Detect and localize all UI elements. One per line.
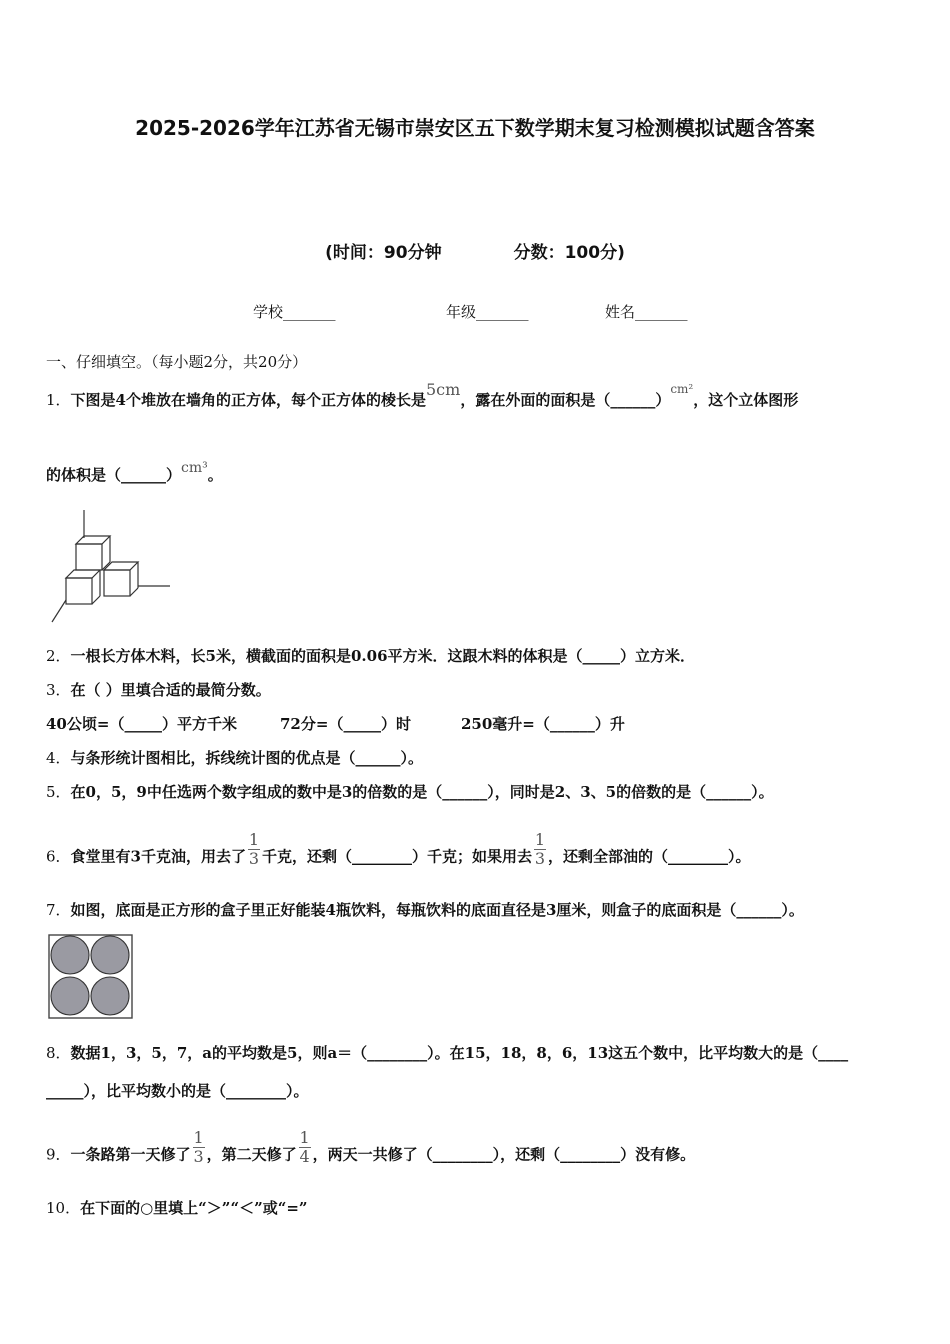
cube-stack-figure xyxy=(48,508,174,628)
section-heading: 一、仔细填空。（每小题2分，共20分） xyxy=(46,353,308,371)
question-number: 10． xyxy=(46,1199,81,1217)
q6-text-end: ，还剩全部油的（________）。 xyxy=(548,847,751,866)
q4-text: 与条形统计图相比，拆线统计图的优点是（______）。 xyxy=(70,749,424,767)
question-number: 2． xyxy=(46,647,71,665)
question-number: 9． xyxy=(46,1145,71,1164)
question-4 xyxy=(46,747,423,768)
q1-text: 下图是4个堆放在墙角的正方体，每个正方体的棱长是 xyxy=(70,391,426,409)
exam-score: 分数：100分) xyxy=(513,243,625,263)
question-10 xyxy=(46,1197,308,1218)
question-number: 6． xyxy=(46,847,71,866)
q3-item-3: 250毫升=（______）升 xyxy=(461,715,625,733)
q1-blank-volume: 的体积是（______） xyxy=(46,466,182,484)
school-field[interactable]: 学校_______ xyxy=(253,303,336,321)
unit-cm: 5cm xyxy=(426,380,461,399)
question-8 xyxy=(46,1042,848,1063)
q1-end: 。 xyxy=(207,466,223,484)
fraction: $\frac{1}{3}$ xyxy=(193,1128,204,1166)
q1-blank-area: ，露在外面的面积是（______） xyxy=(460,391,671,409)
bottles-in-box-figure xyxy=(48,934,134,1020)
q1-text-cont: ，这个立体图形 xyxy=(693,391,799,409)
unit-cm3: cm³ xyxy=(181,460,208,476)
q9-text-cont: ，第二天修了 xyxy=(206,1145,297,1164)
q10-text: 在下面的○里填上“＞”“＜”或“=” xyxy=(80,1199,308,1217)
page-title: 2025-2026学年江苏省无锡市崇安区五下数学期末复习检测模拟试题含答案 xyxy=(135,116,815,140)
question-1-cont xyxy=(46,460,223,485)
unit-cm2: cm² xyxy=(670,382,694,396)
question-9 xyxy=(46,1128,696,1173)
q6-text: 食堂里有3千克油，用去了 xyxy=(70,847,246,866)
q8-text: 数据1，3，5，7，a的平均数是5，则a＝（________）。在15，18，8，6，13这五个数中，比平均数大的是（____ xyxy=(70,1044,849,1062)
fraction: $\frac{1}{3}$ xyxy=(248,830,260,868)
question-number: 1． xyxy=(46,391,71,409)
question-3 xyxy=(46,679,271,700)
question-number: 3． xyxy=(46,681,71,699)
q3-item-2: 72分=（_____）时 xyxy=(280,715,411,733)
grade-field[interactable]: 年级_______ xyxy=(446,303,529,321)
q6-text-cont: 千克，还剩（________）千克；如果用去 xyxy=(262,847,533,866)
question-number: 7． xyxy=(46,901,71,919)
q9-text: 一条路第一天修了 xyxy=(70,1145,191,1164)
fraction: $\frac{1}{3}$ xyxy=(534,830,546,868)
question-2 xyxy=(46,645,695,666)
q7-text: 如图，底面是正方形的盒子里正好能装4瓶饮料，每瓶饮料的底面直径是3厘米，则盒子的底面积是（______）。 xyxy=(70,901,804,919)
question-6 xyxy=(46,830,751,875)
question-8-cont: _____），比平均数小的是（________）。 xyxy=(46,1082,309,1100)
q3-item-1: 40公顷=（_____）平方千米 xyxy=(46,715,237,733)
exam-info xyxy=(0,238,950,263)
fraction: $\frac{1}{4}$ xyxy=(299,1128,310,1166)
question-5 xyxy=(46,781,774,802)
q3-text: 在（ ）里填合适的最简分数。 xyxy=(70,681,271,699)
q5-text: 在0，5，9中任选两个数字组成的数中是3的倍数的是（______），同时是2、3、5的倍数的是（______）。 xyxy=(70,783,774,801)
question-number: 8． xyxy=(46,1044,71,1062)
name-field[interactable]: 姓名_______ xyxy=(605,303,688,321)
question-1 xyxy=(46,380,799,410)
question-number: 4． xyxy=(46,749,71,767)
q9-text-end: ，两天一共修了（________），还剩（________）没有修。 xyxy=(312,1145,696,1164)
question-number: 5． xyxy=(46,783,71,801)
question-7 xyxy=(46,899,804,920)
q2-text: 一根长方体木料，长5米，横截面的面积是0.06平方米．这跟木料的体积是（_____）立方米． xyxy=(70,647,696,665)
exam-time: (时间：90分钟 xyxy=(325,243,442,263)
